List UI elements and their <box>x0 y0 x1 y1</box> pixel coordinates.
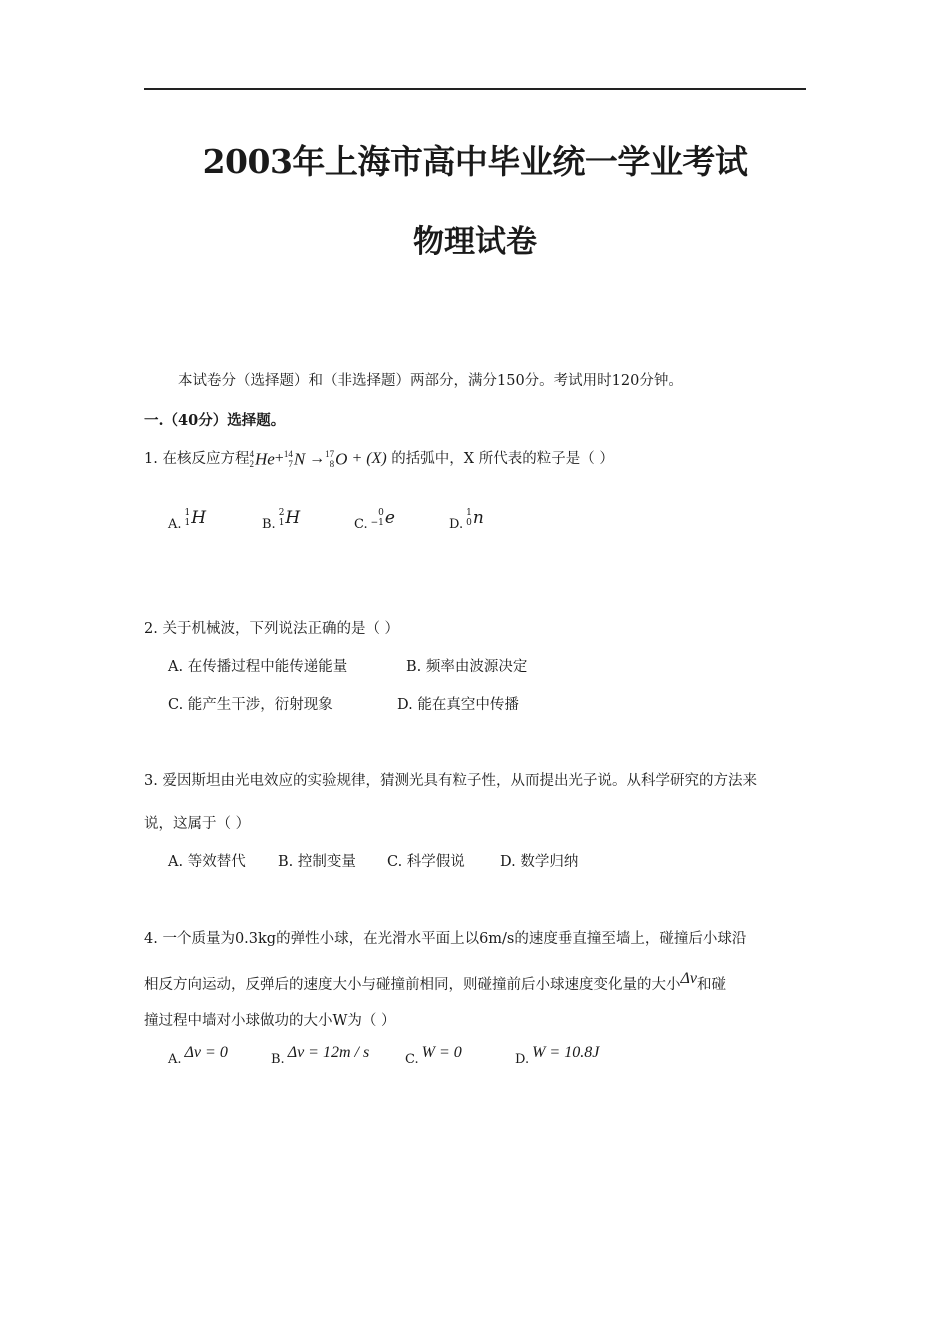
q4-option-d[interactable]: D. W = 10.8J <box>515 1044 600 1067</box>
question-1-suffix: 的括弧中，X 所代表的粒子是（ ） <box>391 451 614 467</box>
question-2: 2. 关于机械波，下列说法正确的是（ ） <box>144 621 400 637</box>
exam-subtitle: 物理试卷 <box>413 224 537 260</box>
question-3-line-1: 3. 爱因斯坦由光电效应的实验规律，猜测光具有粒子性，从而提出光子说。从科学研究的方法来 <box>144 773 757 789</box>
question-4-line-1: 4. 一个质量为0.3kg的弹性小球，在光滑水平面上以6m/s的速度垂直撞至墙上，碰撞后小球沿 <box>144 931 747 947</box>
q1-option-b[interactable]: B. 2 1 H <box>262 508 301 532</box>
o-isotope: 17 8 <box>325 449 335 470</box>
q1-option-a[interactable]: A. 1 1 H <box>168 508 207 532</box>
delta-v-symbol: Δv <box>680 970 697 987</box>
question-3-line-2: 说，这属于（ ） <box>144 816 251 832</box>
q3-option-c[interactable]: C. 科学假说 <box>387 854 465 870</box>
q3-option-b[interactable]: B. 控制变量 <box>278 854 356 870</box>
section-heading: 一.（40分）选择题。 <box>144 412 286 429</box>
q2-option-c[interactable]: C. 能产生干涉，衍射现象 <box>168 697 333 713</box>
question-1 <box>144 447 614 469</box>
he-isotope: 4 2 <box>249 449 254 470</box>
question-4-line-2: 相反方向运动，反弹后的速度大小与碰撞前相同，则碰撞前后小球速度变化量的大小Δv和碰 <box>144 970 726 993</box>
question-4-line-3: 撞过程中墙对小球做功的大小W为（ ） <box>144 1013 396 1029</box>
q3-option-d[interactable]: D. 数学归纳 <box>500 854 579 870</box>
q4-option-a[interactable]: A. Δv = 0 <box>168 1044 228 1067</box>
intro-text: 本试卷分（选择题）和（非选择题）两部分，满分150分。考试用时120分钟。 <box>178 373 683 389</box>
q2-option-d[interactable]: D. 能在真空中传播 <box>397 697 519 713</box>
exam-title: 2003年上海市高中毕业统一学业考试 <box>202 142 748 181</box>
n-isotope: 14 7 <box>283 449 293 470</box>
q4-option-c[interactable]: C. W = 0 <box>405 1044 462 1067</box>
header-rule <box>144 88 806 90</box>
q1-option-c[interactable]: C. 0 −1 e <box>354 508 395 532</box>
q1-option-d[interactable]: D. 1 0 n <box>449 508 484 532</box>
q3-option-a[interactable]: A. 等效替代 <box>168 854 246 870</box>
q2-option-b[interactable]: B. 频率由波源决定 <box>406 659 528 675</box>
nuclear-equation: 4 2 He+ 14 7 N → 17 8 O + (X) <box>249 449 387 470</box>
question-1-prefix: 1. 在核反应方程 <box>144 451 250 467</box>
q4-option-b[interactable]: B. Δv = 12m / s <box>271 1044 370 1067</box>
q2-option-a[interactable]: A. 在传播过程中能传递能量 <box>168 659 348 675</box>
